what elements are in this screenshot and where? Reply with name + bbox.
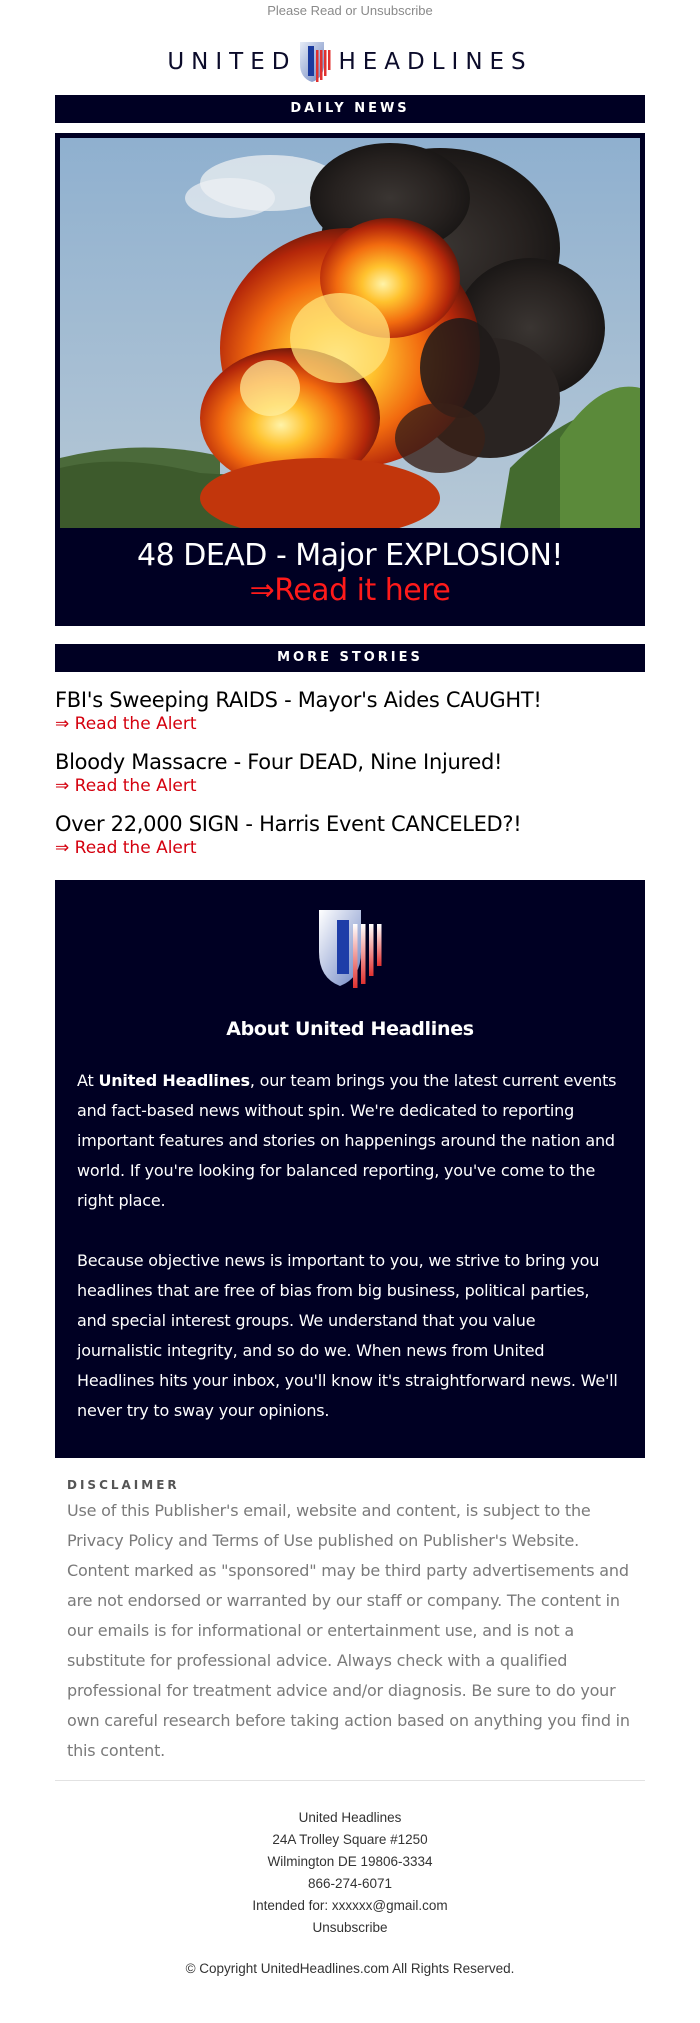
story-item[interactable]	[55, 812, 645, 858]
story-title[interactable]: FBI's Sweeping RAIDS - Mayor's Aides CAUGHT!	[55, 688, 542, 712]
disclaimer-section	[55, 1458, 645, 1766]
divider	[55, 1780, 645, 1781]
disclaimer-body: Use of this Publisher's email, website and content, is subject to the Privacy Policy and Terms of Use published on Publisher's Website. Content marked as "sponsored" may be third party advertisements and are not endorsed or warranted by our staff or company. The content in our emails is for informational or entertainment use, and is not a substitute for professional advice. Always check with a qualified professional for treatment advice and/or diagnosis. Be sure to do your own careful research before taking action based on anything you find in this content.	[67, 1501, 630, 1760]
footer-address-line-1: 24A Trolley Square #1250	[272, 1832, 428, 1847]
story-read-link[interactable]: ⇒ Read the Alert	[55, 838, 197, 858]
about-paragraph-1	[77, 1066, 623, 1216]
about-brand-name: United Headlines	[98, 1071, 250, 1090]
preheader-separator: or	[345, 3, 357, 18]
about-section	[55, 880, 645, 1458]
shield-logo-icon	[298, 40, 332, 84]
logo-word-headlines: HEADLINES	[338, 49, 533, 75]
hero-story[interactable]	[55, 133, 645, 626]
story-item[interactable]	[55, 750, 645, 796]
unsubscribe-link-top[interactable]: Unsubscribe	[360, 3, 433, 18]
disclaimer-heading: DISCLAIMER	[67, 1478, 180, 1492]
unsubscribe-link-bottom[interactable]: Unsubscribe	[312, 1920, 388, 1935]
hero-read-link[interactable]: ⇒Read it here	[249, 573, 451, 608]
more-stories-bar: MORE STORIES	[55, 644, 645, 672]
explosion-image[interactable]	[60, 138, 640, 528]
brand-logo[interactable]	[0, 31, 700, 93]
daily-news-bar: DAILY NEWS	[55, 95, 645, 123]
footer-phone: 866-274-6071	[307, 1876, 393, 1891]
about-p1-prefix: At	[77, 1071, 99, 1090]
shield-logo-icon	[317, 908, 383, 990]
footer-address	[55, 1807, 645, 1939]
about-paragraph-2: Because objective news is important to you, we strive to bring you headlines that are free of bias from big business, political parties, and special interest groups. We understand that you value journalistic integrity, and so do we. When news from United Headlines hits your inbox, you'll know it's straightforward news. We'll never try to sway your opinions.	[77, 1251, 618, 1420]
preheader	[0, 0, 700, 23]
read-link[interactable]: Please Read	[267, 3, 342, 18]
story-item[interactable]	[55, 688, 645, 734]
footer-address-line-2: Wilmington DE 19806-3334	[267, 1854, 433, 1869]
about-p1-body: , our team brings you the latest current events and fact-based news without spin. We're dedicated to reporting important features and stories on happenings around the nation and world. If you're looking for balanced reporting, you've come to the right place.	[77, 1071, 617, 1210]
story-read-link[interactable]: ⇒ Read the Alert	[55, 714, 197, 734]
story-title[interactable]: Bloody Massacre - Four DEAD, Nine Injured!	[55, 750, 503, 774]
hero-headline[interactable]: 48 DEAD - Major EXPLOSION!	[137, 538, 563, 573]
story-read-link[interactable]: ⇒ Read the Alert	[55, 776, 197, 796]
footer-intended-for: Intended for: xxxxxx@gmail.com	[252, 1898, 448, 1913]
copyright: © Copyright UnitedHeadlines.com All Rights Reserved.	[185, 1961, 515, 1976]
footer-company: United Headlines	[298, 1810, 402, 1825]
story-title[interactable]: Over 22,000 SIGN - Harris Event CANCELED?!	[55, 812, 522, 836]
logo-word-united: UNITED	[167, 49, 297, 75]
about-title: About United Headlines	[226, 1018, 474, 1040]
